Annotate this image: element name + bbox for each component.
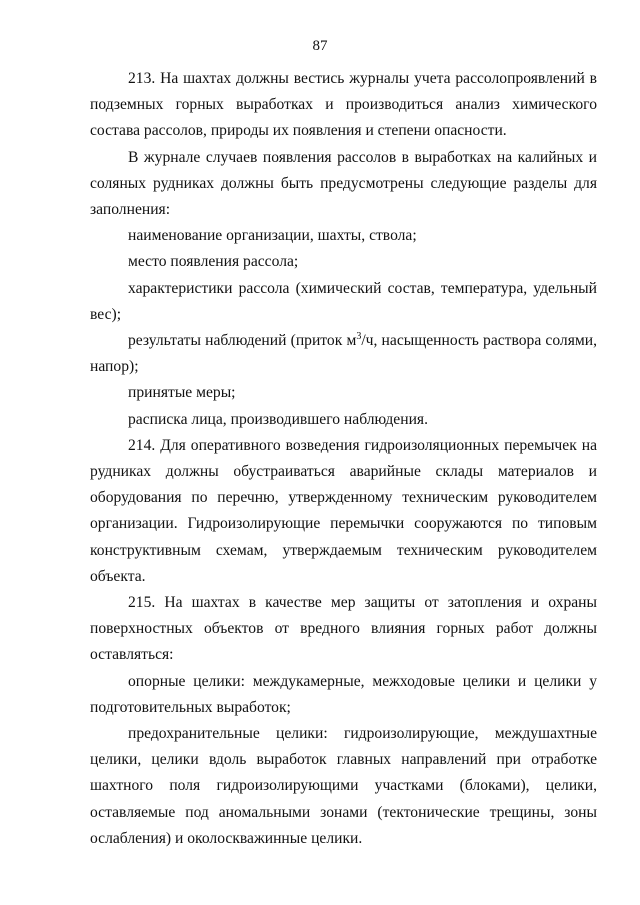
paragraph-215: 215. На шахтах в качестве мер защиты от затопления и охраны поверхностных объектов от вредного влияния горных работ должны оставляться: bbox=[90, 594, 597, 664]
paragraph-215-support-pillars: опорные целики: междукамерные, межходовые целики и целики у подготовительных выработок; bbox=[90, 672, 597, 716]
paragraph-213-journal: В журнале случаев появления рассолов в выработках на калийных и соляных рудниках должны быть предусмотрены следующие разделы для заполнения: bbox=[90, 148, 597, 219]
list-item-characteristics: характеристики рассола (химический состав, температура, удельный вес); bbox=[90, 279, 597, 323]
list-item-signature: расписка лица, производившего наблюдения. bbox=[128, 410, 428, 428]
paragraph-214: 214. Для оперативного возведения гидроизоляционных перемычек на рудниках должны обустраиваться аварийные склады материалов и оборудования по перечню, утвержденному техническим руководителем организации. Гидроизолирующие перемычки сооружаются по типовым конструктивным схемам, утверждаемым техническим руководителем объекта. bbox=[90, 436, 597, 585]
paragraph-213: 213. На шахтах должны вестись журналы учета рассолопроявлений в подземных горных выработках и производиться анализ химического состава рассолов, природы их появления и степени опасности. bbox=[90, 70, 597, 140]
list-item-organization: наименование организации, шахты, ствола; bbox=[128, 227, 417, 245]
document-body bbox=[90, 66, 597, 852]
list-item-observations bbox=[90, 328, 597, 380]
superscript-3: 3 bbox=[356, 331, 362, 343]
observations-text-end: /ч, насыщенность раствора солями, напор); bbox=[90, 332, 597, 376]
list-item-location: место появления рассола; bbox=[128, 253, 299, 271]
observations-text-start: результаты наблюдений (приток м bbox=[128, 332, 357, 350]
page-number: 87 bbox=[312, 38, 328, 54]
list-item-measures: принятые меры; bbox=[128, 384, 236, 402]
paragraph-215-safety-pillars: предохранительные целики: гидроизолирующие, междушахтные целики, целики вдоль выработок главных направлений при отработке шахтного поля гидроизолирующими участками (блоками), целики, оставляемые под аномальными зонами (тектонические трещины, зоны ослабления) и околоскважинные целики. bbox=[90, 725, 597, 847]
